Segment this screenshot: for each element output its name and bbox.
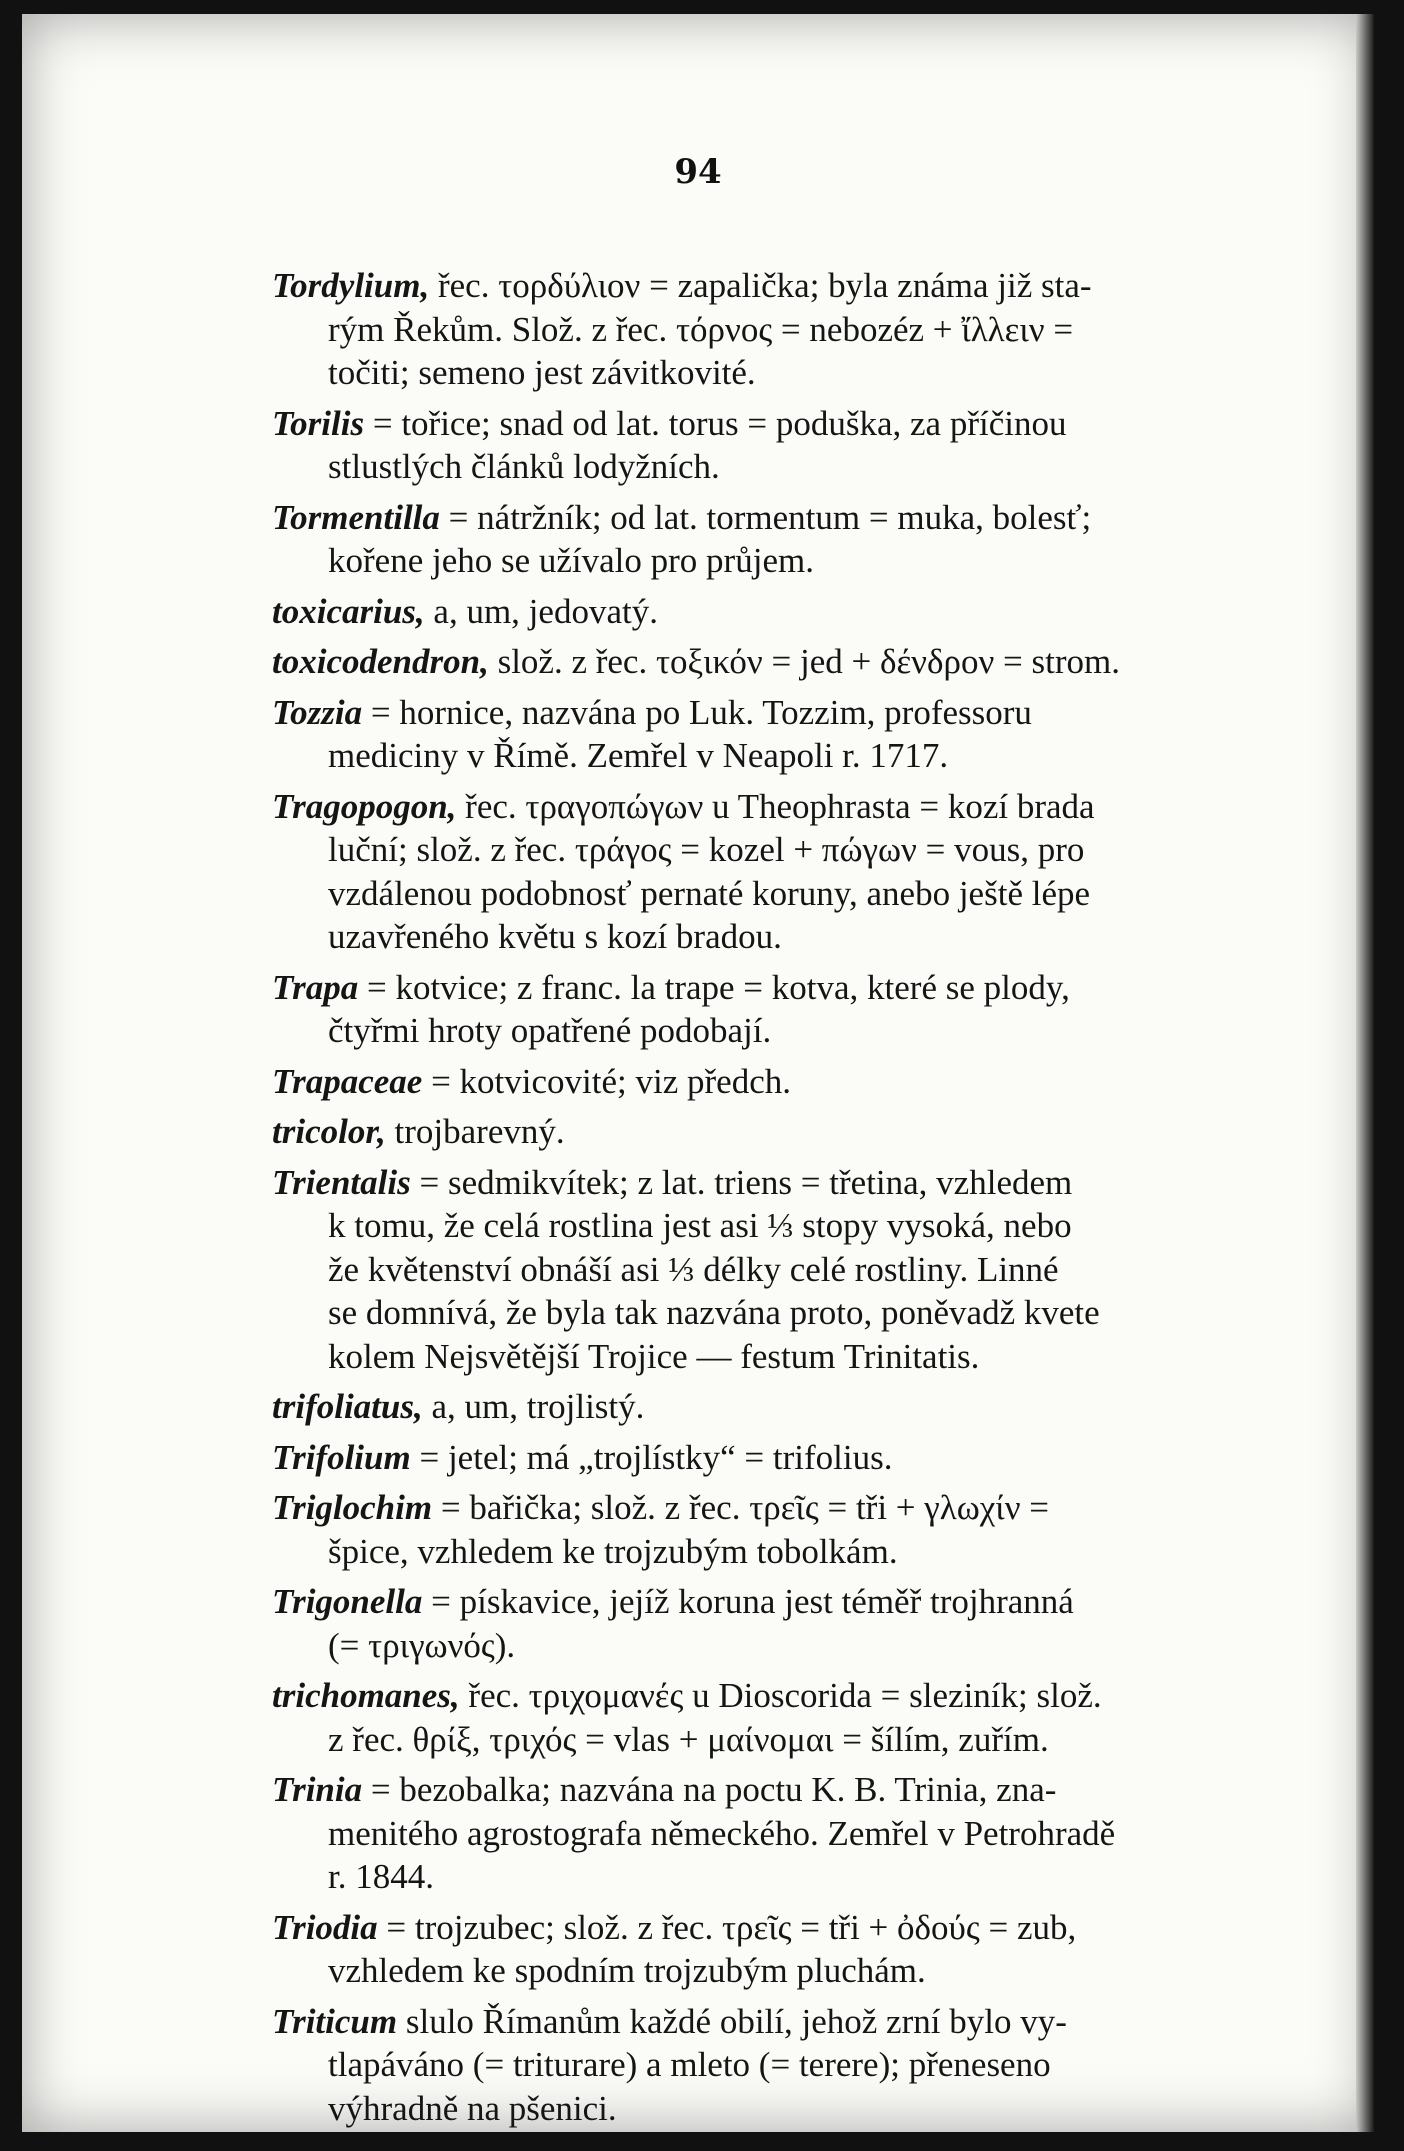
- entry-first-line: [272, 1385, 1267, 1429]
- entry-text-line: = trojzubec; slož. z řec. τρεῖς = tři + ὀδούς = zub,: [386, 1907, 1077, 1947]
- entry-first-line: [272, 1060, 1267, 1104]
- dictionary-entry: [272, 1486, 1267, 1573]
- entry-text-line: točiti; semeno jest závitkovité.: [328, 353, 756, 392]
- entry-text-line: uzavřeného květu s kozí bradou.: [328, 917, 782, 956]
- entry-text-line: r. 1844.: [328, 1857, 434, 1896]
- dictionary-entry: [272, 2000, 1267, 2131]
- entry-text-line: stlustlých článků lodyžních.: [328, 447, 720, 486]
- entry-text-line: tlapáváno (= triturare) a mleto (= terere); přeneseno: [328, 2045, 1051, 2084]
- entry-text-line: = sedmikvítek; z lat. triens = třetina, vzhledem: [419, 1162, 1073, 1202]
- entry-first-line: [272, 1906, 1267, 1950]
- dictionary-entry: [272, 1060, 1267, 1104]
- entry-first-line: [272, 1486, 1267, 1530]
- entry-first-line: [272, 1768, 1267, 1812]
- entry-text-line: kořene jeho se užívalo pro průjem.: [328, 541, 814, 580]
- dictionary-entry: [272, 691, 1267, 778]
- entry-text-line: výhradně na pšenici.: [328, 2088, 617, 2128]
- entry-text-line: kolem Nejsvětější Trojice — festum Trinitatis.: [328, 1336, 980, 1376]
- entry-first-line: [272, 640, 1267, 684]
- entry-first-line: [272, 1580, 1267, 1624]
- entry-text-line: vzhledem ke spodním trojzubým pluchám.: [328, 1951, 926, 1990]
- dictionary-entry: [272, 1161, 1267, 1379]
- entry-first-line: [272, 402, 1267, 446]
- dictionary-entry: [272, 785, 1267, 959]
- entry-text-line: menitého agrostografa německého. Zemřel v Petrohradě: [328, 1813, 1116, 1853]
- dictionary-entry: [272, 496, 1267, 583]
- entry-text-line: slož. z řec. τοξικόν = jed + δένδρον = strom.: [497, 642, 1120, 681]
- entry-text-line: se domnívá, že byla tak nazvána proto, poněvadž kvete: [328, 1293, 1100, 1332]
- dictionary-entry: [272, 1906, 1267, 1993]
- dictionary-entry: [272, 1674, 1267, 1761]
- dictionary-entry: [272, 590, 1267, 634]
- entry-headword: Trapaceae: [272, 1061, 423, 1101]
- entry-first-line: [272, 966, 1267, 1010]
- entry-first-line: [272, 1674, 1267, 1718]
- entry-text-line: rým Řekům. Slož. z řec. τόρνος = nebozéz + ἴλλειν =: [328, 309, 1074, 349]
- entry-headword: tricolor,: [272, 1112, 386, 1151]
- entry-headword: Triodia: [272, 1907, 378, 1947]
- dictionary-entries: [272, 264, 1267, 2137]
- entry-text-line: k tomu, že celá rostlina jest asi ⅓ stopy vysoká, nebo: [328, 1206, 1072, 1245]
- entry-headword: Trifolium: [272, 1437, 411, 1477]
- page-edge-shadow: [1356, 14, 1374, 2132]
- entry-text-line: slulo Římanům každé obilí, jehož zrní bylo vy-: [405, 2001, 1067, 2041]
- entry-headword: toxicarius,: [272, 591, 425, 631]
- entry-headword: Torilis: [272, 403, 365, 443]
- dictionary-entry: [272, 1110, 1267, 1154]
- entry-headword: trifoliatus,: [272, 1387, 423, 1426]
- entry-text-line: (= τριγωνός).: [328, 1625, 516, 1665]
- entry-headword: Trinia: [272, 1770, 363, 1809]
- entry-first-line: [272, 2000, 1267, 2044]
- entry-text-line: z řec. θρίξ, τριχός = vlas + μαίνομαι = šílím, zuřím.: [328, 1719, 1049, 1759]
- entry-first-line: [272, 496, 1267, 540]
- entry-headword: Triglochim: [272, 1488, 433, 1527]
- dictionary-entry: [272, 640, 1267, 684]
- entry-headword: Tordylium,: [272, 266, 430, 305]
- entry-text-line: řec. τριχομανές u Dioscorida = sleziník; slož.: [468, 1676, 1102, 1715]
- entry-headword: Trientalis: [272, 1162, 411, 1202]
- dictionary-entry: [272, 402, 1267, 489]
- entry-first-line: [272, 1110, 1267, 1154]
- dictionary-entry: [272, 1436, 1267, 1480]
- entry-headword: toxicodendron,: [272, 642, 489, 681]
- entry-text-line: mediciny v Římě. Zemřel v Neapoli r. 1717.: [328, 736, 949, 775]
- entry-headword: Tozzia: [272, 692, 363, 732]
- entry-first-line: [272, 264, 1267, 308]
- entry-headword: Tormentilla: [272, 497, 440, 537]
- dictionary-entry: [272, 1768, 1267, 1899]
- entry-text-line: = bezobalka; nazvána na poctu K. B. Trinia, zna-: [370, 1770, 1057, 1809]
- entry-text-line: a, um, jedovatý.: [433, 591, 658, 631]
- entry-first-line: [272, 691, 1267, 735]
- entry-first-line: [272, 785, 1267, 829]
- entry-text-line: špice, vzhledem ke trojzubým tobolkám.: [328, 1531, 898, 1571]
- entry-text-line: = kotvicovité; viz předch.: [431, 1061, 791, 1101]
- entry-text-line: = hornice, nazvána po Luk. Tozzim, professoru: [370, 692, 1032, 732]
- dictionary-entry: [272, 1385, 1267, 1429]
- entry-text-line: = bařička; slož. z řec. τρεῖς = tři + γλωχίν =: [440, 1488, 1050, 1527]
- entry-headword: Trigonella: [272, 1582, 423, 1621]
- entry-text-line: = kotvice; z franc. la trape = kotva, které se plody,: [366, 967, 1070, 1007]
- entry-text-line: = nátržník; od lat. tormentum = muka, bolesť;: [448, 497, 1092, 537]
- entry-headword: Triticum: [272, 2001, 398, 2041]
- entry-text-line: = jetel; má „trojlístky“ = trifolius.: [419, 1437, 893, 1477]
- page-number: 94: [674, 152, 722, 192]
- entry-headword: trichomanes,: [272, 1676, 460, 1715]
- dictionary-entry: [272, 966, 1267, 1053]
- entry-text-line: čtyřmi hroty opatřené podobají.: [328, 1011, 772, 1050]
- entry-first-line: [272, 1161, 1267, 1205]
- entry-text-line: že květenství obnáší asi ⅓ délky celé rostliny. Linné: [328, 1249, 1059, 1289]
- book-page: [22, 14, 1374, 2132]
- entry-text-line: řec. τορδύλιον = zapalička; byla známa již sta-: [437, 266, 1092, 305]
- entry-text-line: = pískavice, jejíž koruna jest téměř trojhranná: [431, 1582, 1074, 1621]
- entry-first-line: [272, 590, 1267, 634]
- entry-text-line: a, um, trojlistý.: [431, 1387, 645, 1426]
- entry-first-line: [272, 1436, 1267, 1480]
- entry-text-line: trojbarevný.: [394, 1112, 565, 1151]
- entry-text-line: vzdálenou podobnosť pernaté koruny, anebo ještě lépe: [328, 873, 1091, 913]
- entry-text-line: = tořice; snad od lat. torus = poduška, za příčinou: [372, 403, 1067, 443]
- entry-headword: Trapa: [272, 967, 359, 1007]
- entry-headword: Tragopogon,: [272, 786, 457, 826]
- entry-text-line: luční; slož. z řec. τράγος = kozel + πώγων = vous, pro: [328, 830, 1085, 869]
- dictionary-entry: [272, 264, 1267, 395]
- dictionary-entry: [272, 1580, 1267, 1667]
- entry-text-line: řec. τραγοπώγων u Theophrasta = kozí brada: [465, 786, 1095, 826]
